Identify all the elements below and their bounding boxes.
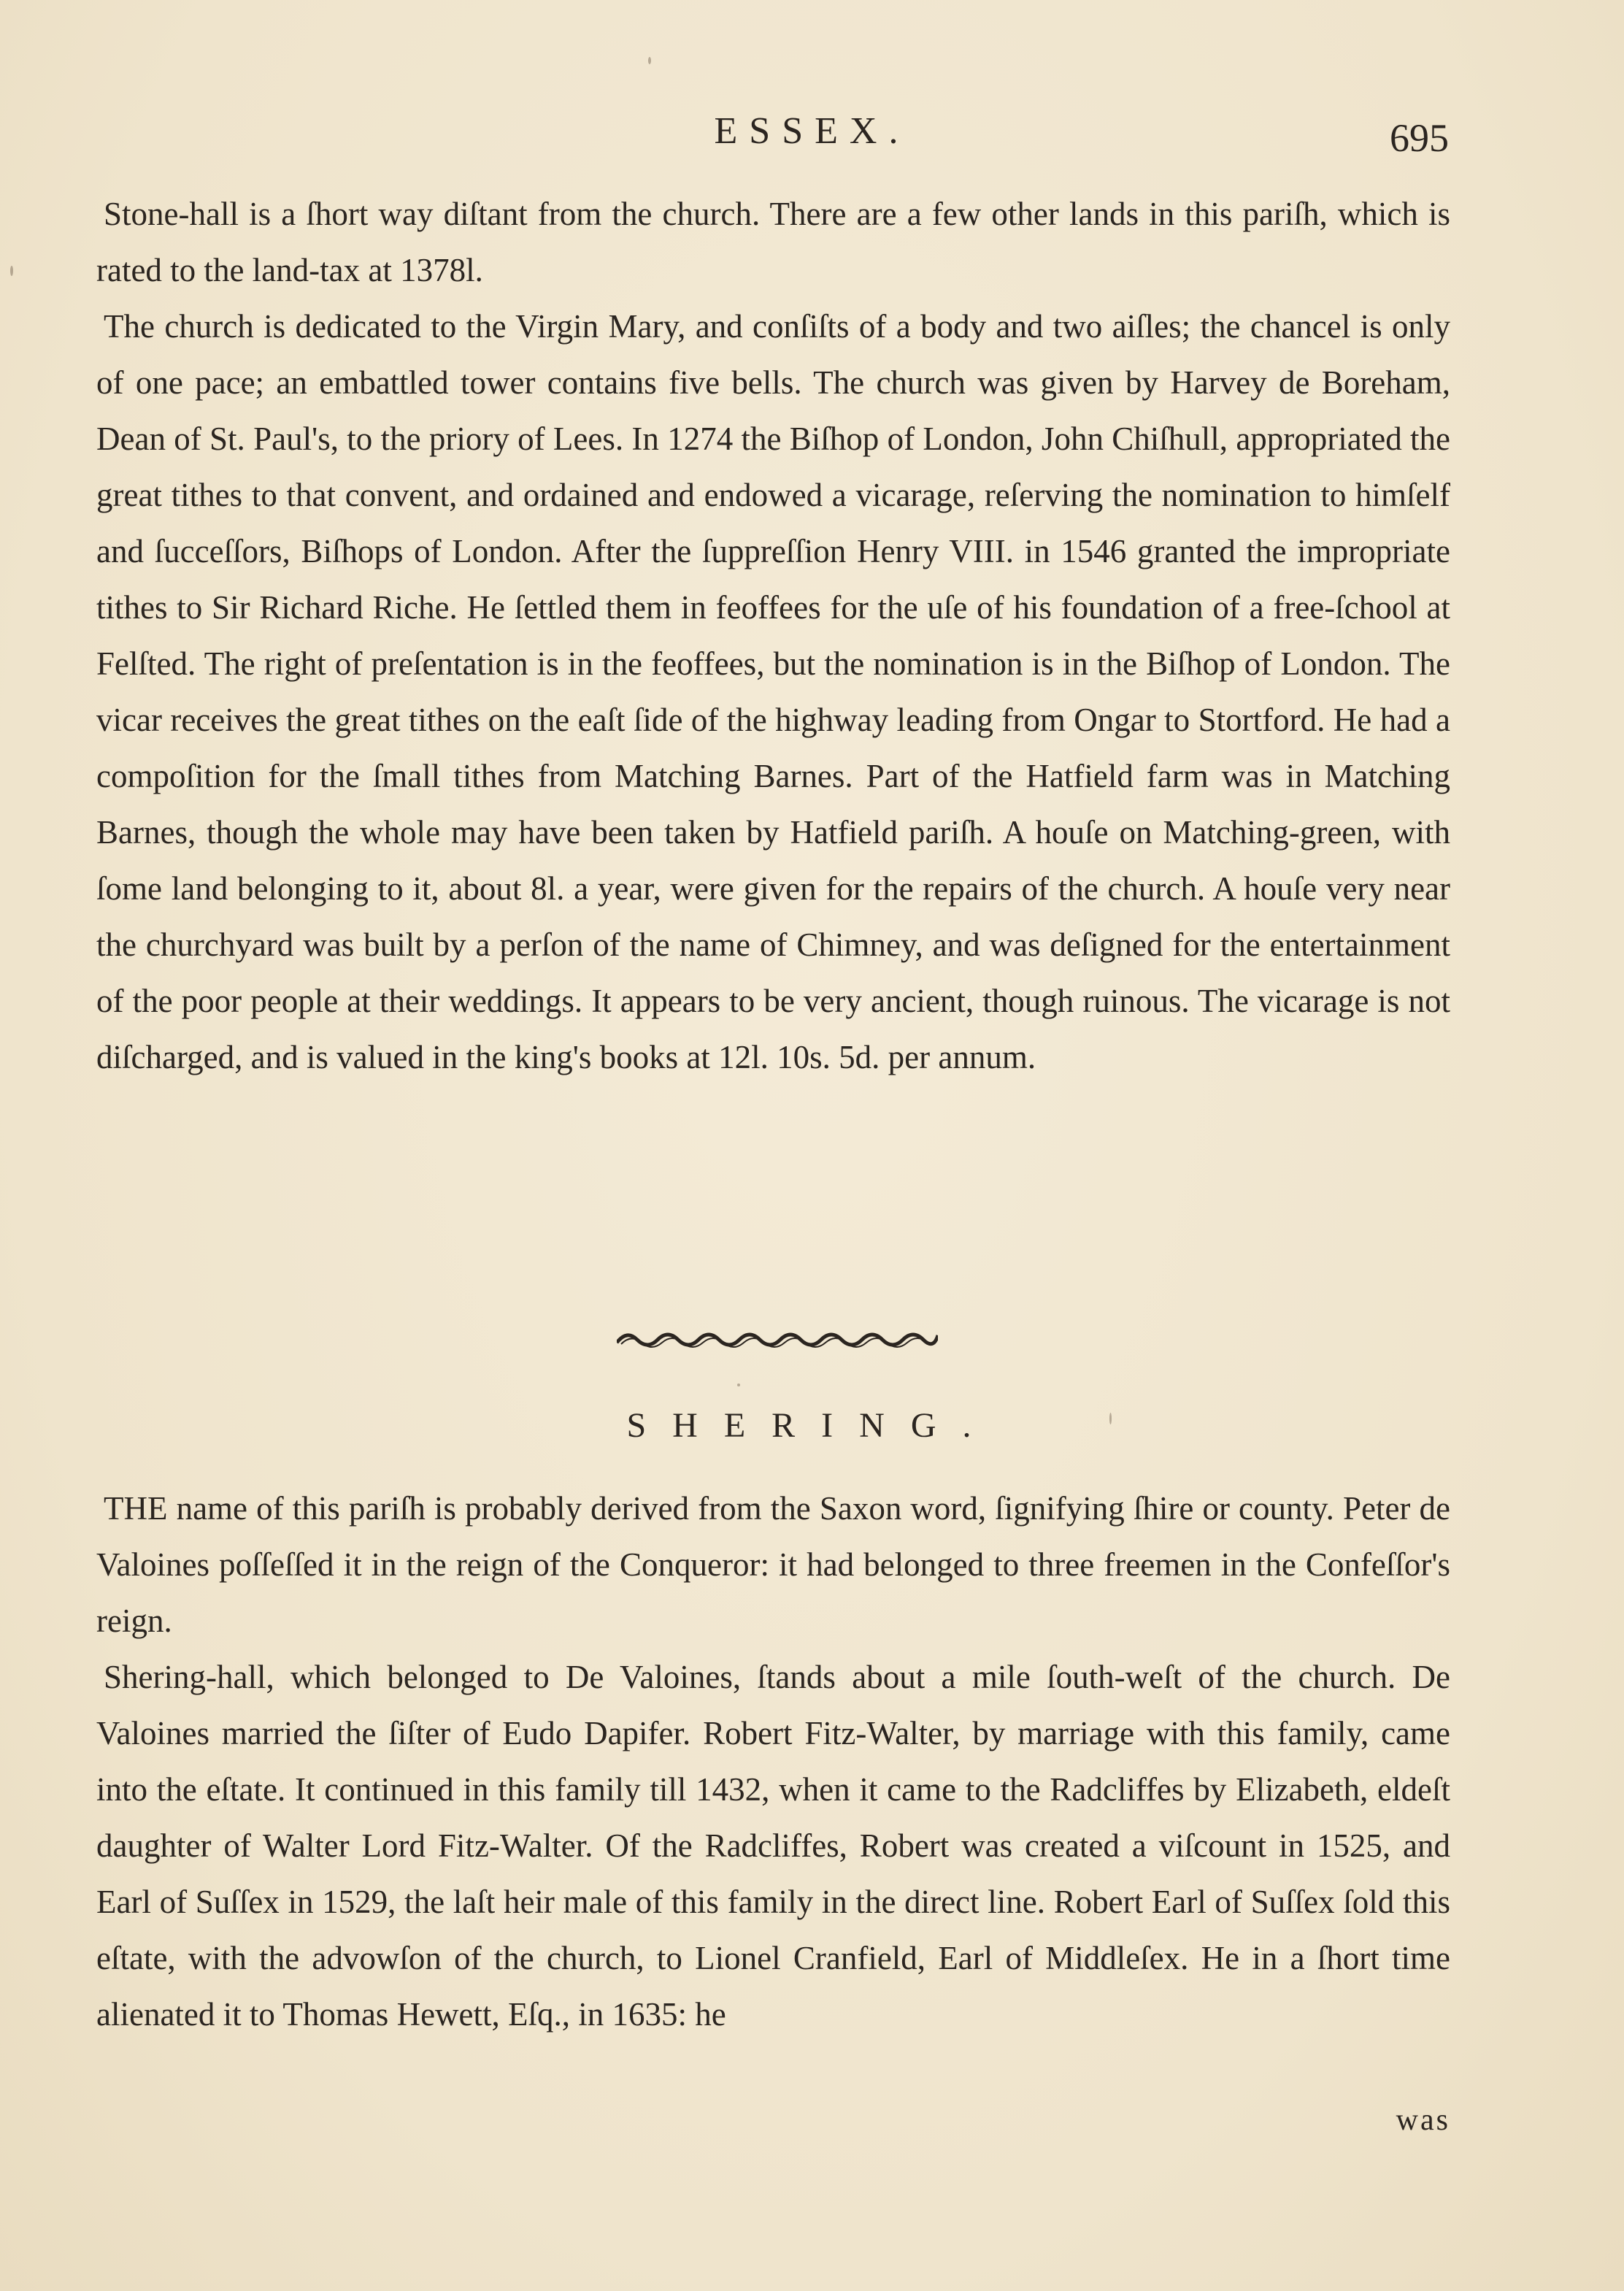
running-head — [0, 110, 1624, 161]
paragraph-stone-hall: Stone-hall is a ſhort way diſtant from the church. There are a few other lands in this pariſh, which is rated to the land-tax at 1378l. — [96, 196, 1450, 288]
section-heading-shering: SHERING. — [626, 1406, 998, 1445]
paragraph-shering-hall: Shering-hall, which belonged to De Valoines, ſtands about a mile ſouth-weſt of the church. De Valoines married the ſiſter of Eudo Dapifer. Robert Fitz-Walter, by marriage with this family, came into the eſtate. It continued in this family till 1432, when it came to the Radcliffes by Elizabeth, eldeſt daughter of Walter Lord Fitz-Walter. Of the Radcliffes, Robert was created a viſcount in 1525, and Earl of Suſſex in 1529, the laſt heir male of this family in the direct line. Robert Earl of Suſſex ſold this eſtate, with the advowſon of the church, to Lionel Cranfield, Earl of Middleſex. He in a ſhort time alienated it to Thomas Hewett, Eſq., in 1635: he — [96, 1659, 1450, 2033]
paragraph-shering-name: THE name of this pariſh is probably derived from the Saxon word, ſignifying ſhire or county. Peter de Valoines poſſeſſed it in the reign of the Conqueror: it had belonged to three freemen in the Confeſſor's reign. — [96, 1490, 1450, 1639]
page-number: 695 — [1390, 116, 1449, 160]
paragraph-church: The church is dedicated to the Virgin Mary, and conſiſts of a body and two aiſles; the chancel is only of one pace; an embattled tower contains five bells. The church was given by Harvey de Boreham, Dean of St. Paul's, to the priory of Lees. In 1274 the Biſhop of London, John Chiſhull, appropriated the great tithes to that convent, and ordained and endowed a vicarage, reſerving the nomination to himſelf and ſucceſſors, Biſhops of London. After the ſuppreſſion Henry VIII. in 1546 granted the impropriate tithes to Sir Richard Riche. He ſettled them in feoffees for the uſe of his foundation of a free-ſchool at Felſted. The right of preſentation is in the feoffees, but the nomination is in the Biſhop of London. The vicar receives the great tithes on the eaſt ſide of the highway leading from Ongar to Stortford. He had a compoſition for the ſmall tithes from Matching Barnes. Part of the Hatfield farm was in Matching Barnes, though the whole may have been taken by Hatfield pariſh. A houſe on Matching-green, with ſome land belonging to it, about 8l. a year, were given for the repairs of the church. A houſe very near the churchyard was built by a perſon of the name of Chimney, and was deſigned for the entertainment of the poor people at their weddings. It appears to be very ancient, though ruinous. The vicarage is not diſcharged, and is valued in the king's books at 12l. 10s. 5d. per annum. — [96, 308, 1450, 1075]
catchword: was — [1396, 2103, 1450, 2137]
paper-speck — [10, 266, 13, 276]
ornament-divider — [617, 1325, 938, 1350]
paper-speck — [648, 57, 651, 64]
paper-speck — [1109, 1413, 1112, 1424]
paper-speck — [737, 1384, 740, 1386]
shering-section — [96, 1481, 1450, 2043]
stone-hall-section — [96, 186, 1450, 1086]
running-title: ESSEX. — [714, 110, 910, 152]
